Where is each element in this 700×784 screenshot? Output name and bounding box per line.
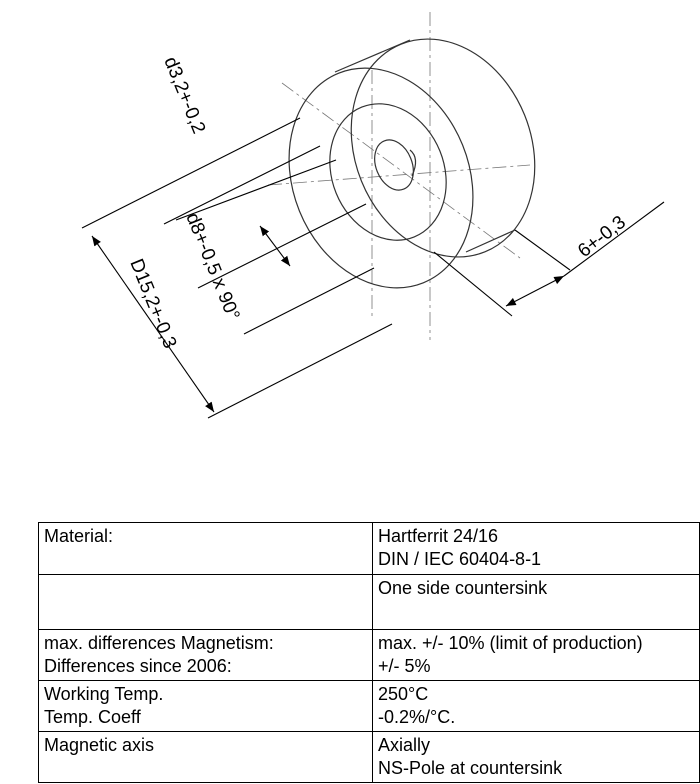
spec-value: +/- 5%: [378, 656, 431, 676]
spec-value-cell: [373, 681, 700, 732]
table-row: [39, 732, 700, 783]
spec-label-cell: [39, 732, 373, 783]
spec-value: 250°C: [378, 684, 429, 704]
spec-label: Differences since 2006:: [44, 656, 232, 676]
spec-value-cell: [373, 575, 700, 630]
table-row: [39, 575, 700, 630]
back-face-outer-edge: [319, 11, 566, 285]
thickness-dimension-line: [506, 276, 564, 306]
spec-value-cell: [373, 732, 700, 783]
spec-label: Working Temp.: [44, 684, 164, 704]
spec-label-cell: [39, 575, 373, 630]
spec-value: Axially: [378, 735, 431, 755]
countersink-dimension-line: [260, 226, 290, 266]
thickness-dimension-label: 6+-0,3: [574, 211, 630, 262]
outer-diameter-dimension-label: D15,2+-0,3: [125, 256, 181, 352]
spec-value: NS-Pole at countersink: [378, 758, 563, 778]
spec-value: -0.2%/°C.: [378, 707, 456, 727]
ring-magnet-body: [257, 11, 566, 316]
spec-value: Hartferrit 24/16: [378, 526, 499, 546]
spec-label: max. differences Magnetism:: [44, 633, 274, 653]
small-bore-dimension-label: d3,2+-0,2: [159, 54, 210, 137]
spec-value-cell: [373, 523, 700, 575]
spec-label-cell: [39, 681, 373, 732]
spec-label-cell: [39, 523, 373, 575]
table-row: [39, 630, 700, 681]
spec-value: DIN / IEC 60404-8-1: [378, 549, 542, 569]
spec-value-cell: [373, 630, 700, 681]
specification-table: [38, 522, 700, 783]
countersink-dimension-label: d8+-0,5 x 90°: [181, 210, 244, 324]
spec-value: max. +/- 10% (limit of production): [378, 633, 643, 653]
spec-label-cell: [39, 630, 373, 681]
spec-label: Material:: [44, 526, 114, 546]
spec-label: Magnetic axis: [44, 735, 155, 755]
spec-label: Temp. Coeff: [44, 707, 141, 727]
center-lines: [268, 12, 530, 340]
table-row: [39, 523, 700, 575]
dimension-lines: [82, 118, 664, 418]
spec-value: One side countersink: [378, 578, 548, 598]
table-row: [39, 681, 700, 732]
